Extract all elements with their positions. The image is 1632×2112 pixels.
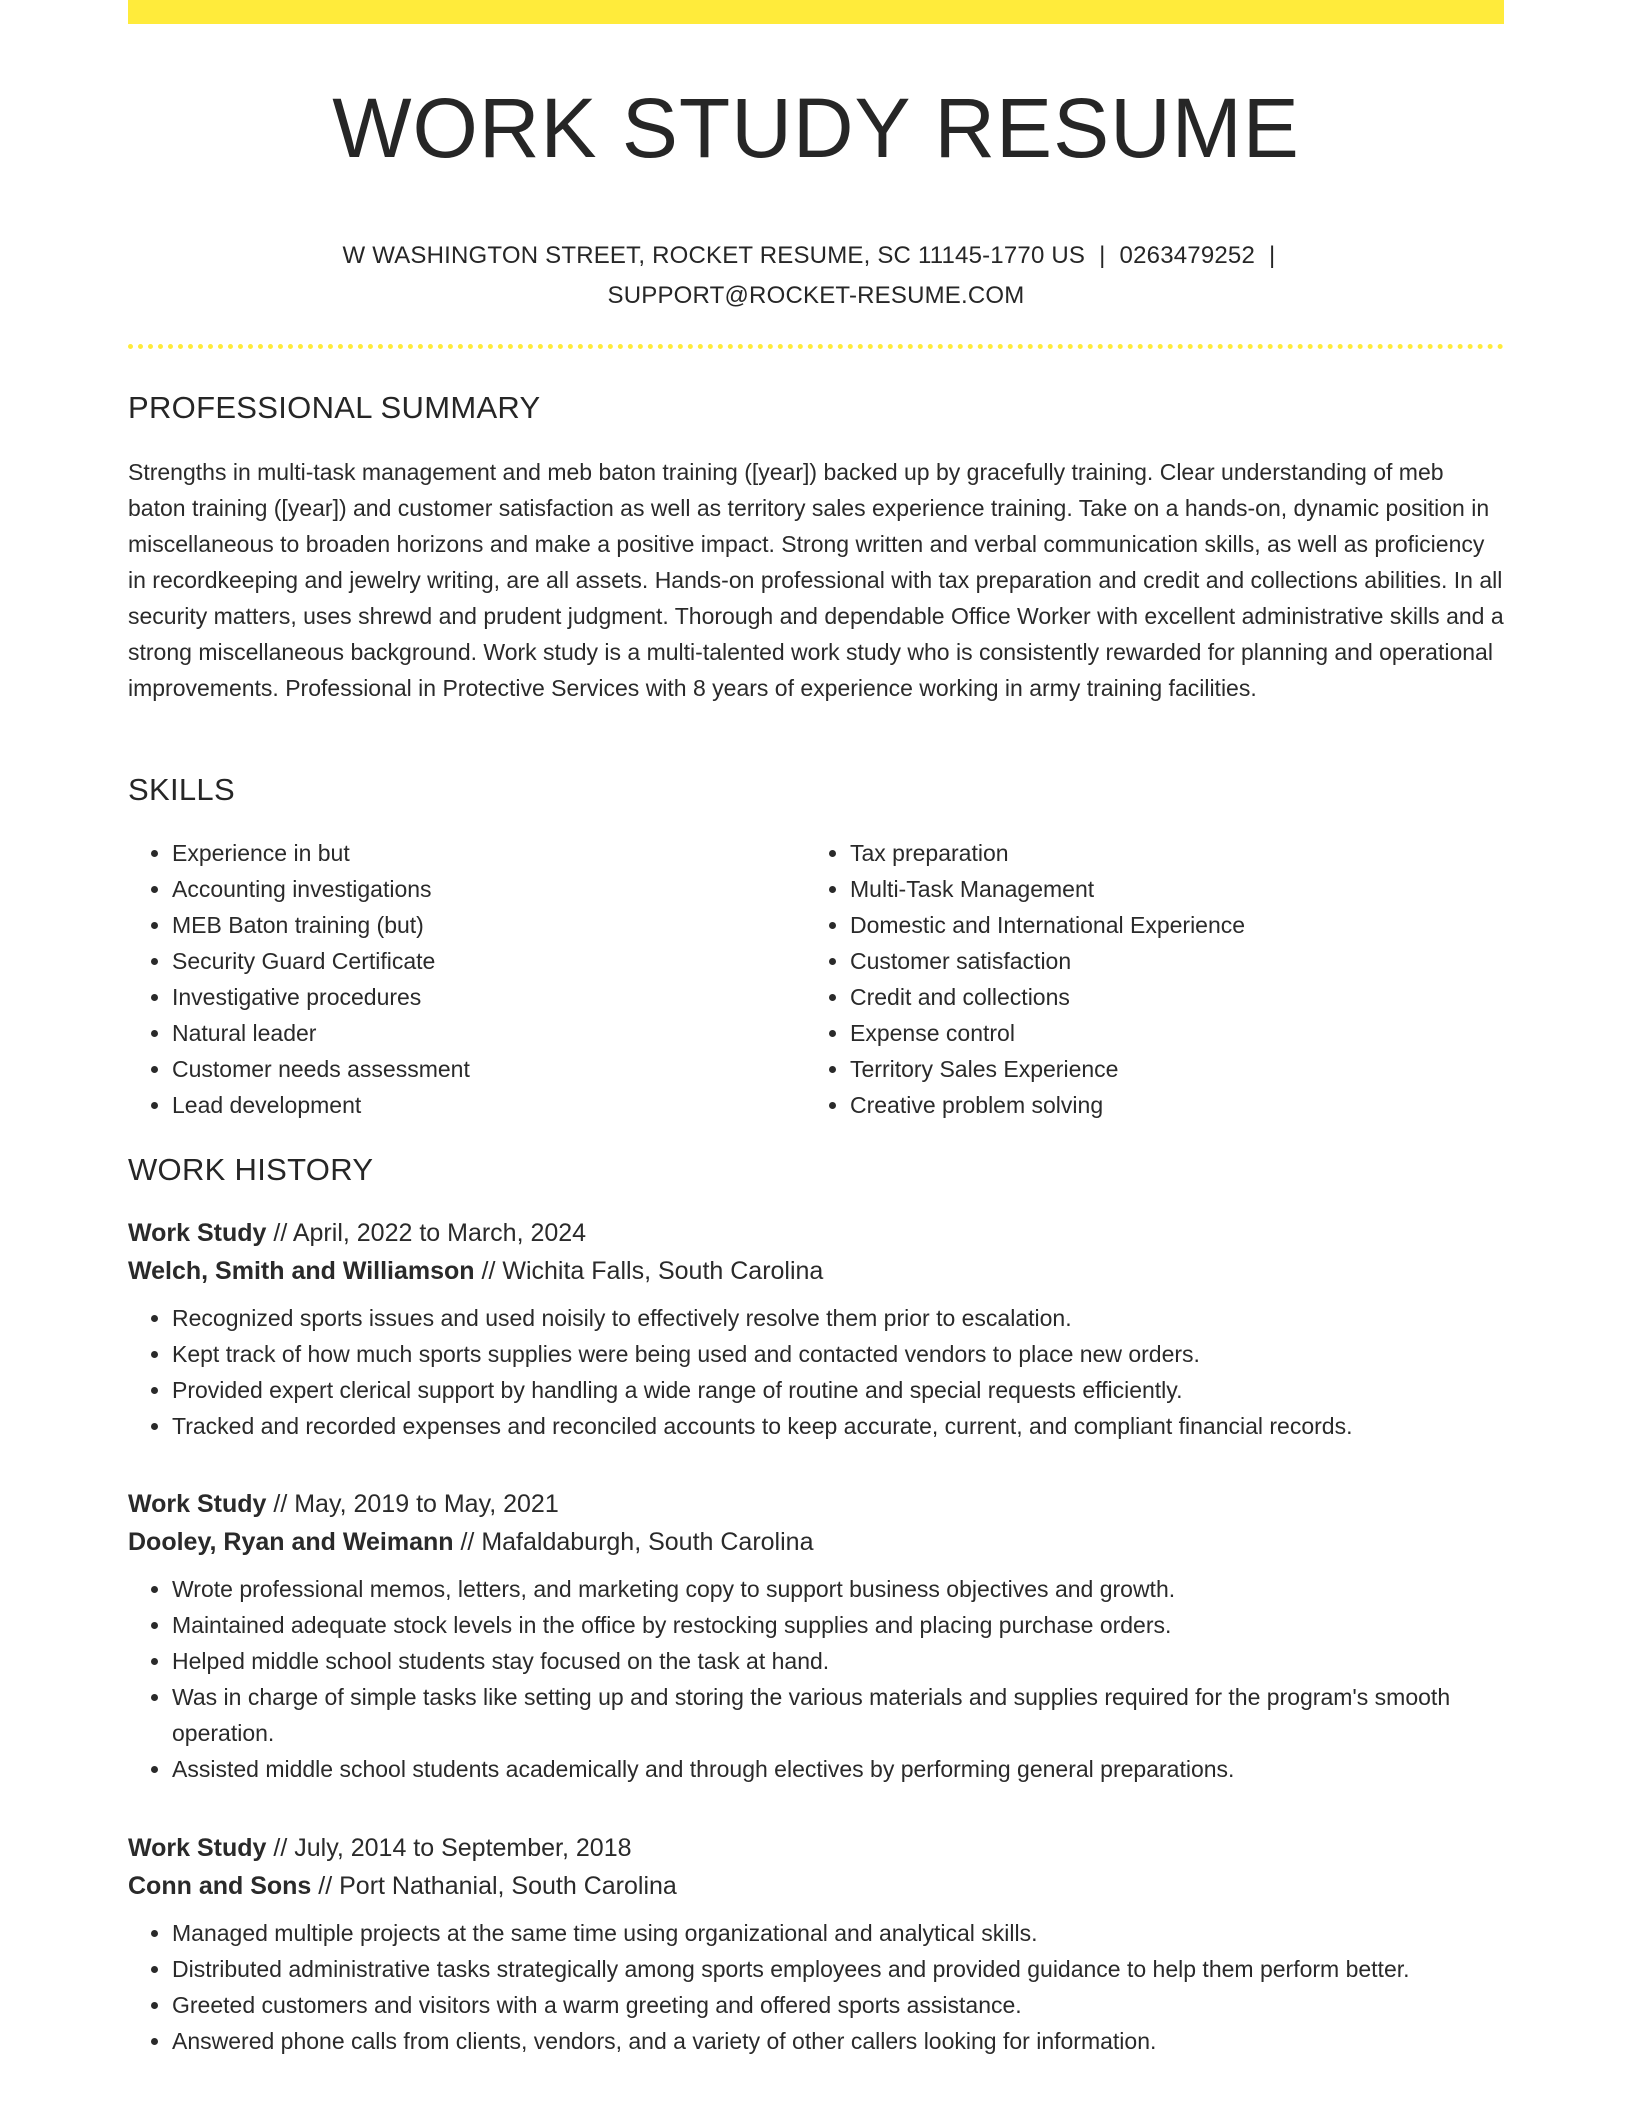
skill-item: • Customer needs assessment <box>172 1051 792 1087</box>
job-company: Welch, Smith and Williamson <box>128 1257 475 1285</box>
skills-list-left <box>128 835 792 1123</box>
job-bullet: • Managed multiple projects at the same time using organizational and analytical skills. <box>172 1915 1504 1951</box>
job-bullet: • Kept track of how much sports supplies were being used and contacted vendors to place new orders. <box>172 1336 1504 1372</box>
skill-item: • MEB Baton training (but) <box>172 907 792 943</box>
job-role: Work Study <box>128 1834 267 1862</box>
skills-heading: SKILLS <box>128 772 235 807</box>
contact-phone: 0263479252 <box>1119 242 1256 269</box>
job-bullet: • Wrote professional memos, letters, and marketing copy to support business objectives and growth. <box>172 1571 1504 1607</box>
job-bullet: • Was in charge of simple tasks like setting up and storing the various materials and supplies required for the program's smooth operation. <box>172 1679 1504 1751</box>
skill-item: • Experience in but <box>172 835 792 871</box>
accent-bar <box>128 0 1504 24</box>
job-company: Dooley, Ryan and Weimann <box>128 1528 454 1556</box>
job-bullet: • Helped middle school students stay focused on the task at hand. <box>172 1643 1504 1679</box>
work-history-heading: WORK HISTORY <box>128 1152 374 1187</box>
job-company-line <box>128 1867 1504 1905</box>
job-dates: // May, 2019 to May, 2021 <box>266 1490 559 1518</box>
job-dates: // July, 2014 to September, 2018 <box>266 1834 632 1862</box>
job-bullet: • Provided expert clerical support by handling a wide range of routine and special requests efficiently. <box>172 1372 1504 1408</box>
job-title-line <box>128 1214 1504 1252</box>
job-bullets <box>128 1571 1504 1787</box>
skill-item: • Domestic and International Experience <box>850 907 1490 943</box>
job-role: Work Study <box>128 1219 267 1247</box>
skill-item: • Creative problem solving <box>850 1087 1490 1123</box>
dotted-divider <box>128 344 1504 349</box>
job-bullets <box>128 1300 1504 1444</box>
job-bullet: • Answered phone calls from clients, vendors, and a variety of other callers looking for information. <box>172 2023 1504 2059</box>
job-title-line <box>128 1829 1504 1867</box>
skill-item: • Customer satisfaction <box>850 943 1490 979</box>
job-location: // Wichita Falls, South Carolina <box>474 1257 824 1285</box>
skill-item: • Expense control <box>850 1015 1490 1051</box>
job-company-line <box>128 1252 1504 1290</box>
skill-item: • Accounting investigations <box>172 871 792 907</box>
summary-heading: PROFESSIONAL SUMMARY <box>128 390 541 425</box>
skill-item: • Tax preparation <box>850 835 1490 871</box>
job-company: Conn and Sons <box>128 1872 312 1900</box>
job-dates: // April, 2022 to March, 2024 <box>266 1219 587 1247</box>
job-entry <box>128 1829 1504 2059</box>
skill-item: • Lead development <box>172 1087 792 1123</box>
skill-item: • Multi-Task Management <box>850 871 1490 907</box>
job-bullets <box>128 1915 1504 2059</box>
job-title-line <box>128 1485 1504 1523</box>
job-entry <box>128 1485 1504 1787</box>
summary-text: Strengths in multi-task management and meb baton training ([year]) backed up by gracefully training. Clear understanding of meb baton training ([year]) and customer satisfaction as well as territory sales experience training. Take on a hands-on, dynamic position in miscellaneous to broaden horizons and make a positive impact. Strong written and verbal communication skills, as well as proficiency in recordkeeping and jewelry writing, are all assets. Hands-on professional with tax preparation and credit and collections abilities. In all security matters, uses shrewd and prudent judgment. Thorough and dependable Office Worker with excellent administrative skills and a strong miscellaneous background. Work study is a multi-talented work study who is consistently rewarded for planning and operational improvements. Professional in Protective Services with 8 years of experience working in army training facilities. <box>128 459 1504 701</box>
job-bullet: • Maintained adequate stock levels in the office by restocking supplies and placing purchase orders. <box>172 1607 1504 1643</box>
skill-item: • Credit and collections <box>850 979 1490 1015</box>
job-bullet: • Assisted middle school students academically and through electives by performing general preparations. <box>172 1751 1504 1787</box>
skill-item: • Security Guard Certificate <box>172 943 792 979</box>
skills-list-right <box>806 835 1490 1123</box>
contact-address: W WASHINGTON STREET, ROCKET RESUME, SC 11145-1770 US <box>342 242 1086 269</box>
contact-separator: | <box>1099 242 1106 269</box>
job-bullet: • Tracked and recorded expenses and reconciled accounts to keep accurate, current, and compliant financial records. <box>172 1408 1504 1444</box>
job-company-line <box>128 1523 1504 1561</box>
skill-item: • Territory Sales Experience <box>850 1051 1490 1087</box>
skill-item: • Natural leader <box>172 1015 792 1051</box>
contact-email: SUPPORT@ROCKET-RESUME.COM <box>607 282 1025 309</box>
contact-info <box>278 236 1354 316</box>
skill-item: • Investigative procedures <box>172 979 792 1015</box>
resume-title: WORK STUDY RESUME <box>332 81 1300 175</box>
job-location: // Mafaldaburgh, South Carolina <box>453 1528 814 1556</box>
job-bullet: • Greeted customers and visitors with a warm greeting and offered sports assistance. <box>172 1987 1504 2023</box>
job-bullet: • Recognized sports issues and used noisily to effectively resolve them prior to escalation. <box>172 1300 1504 1336</box>
contact-separator: | <box>1269 242 1276 269</box>
job-location: // Port Nathanial, South Carolina <box>311 1872 677 1900</box>
job-bullet: • Distributed administrative tasks strategically among sports employees and provided guidance to help them perform better. <box>172 1951 1504 1987</box>
job-role: Work Study <box>128 1490 267 1518</box>
job-entry <box>128 1214 1504 1444</box>
